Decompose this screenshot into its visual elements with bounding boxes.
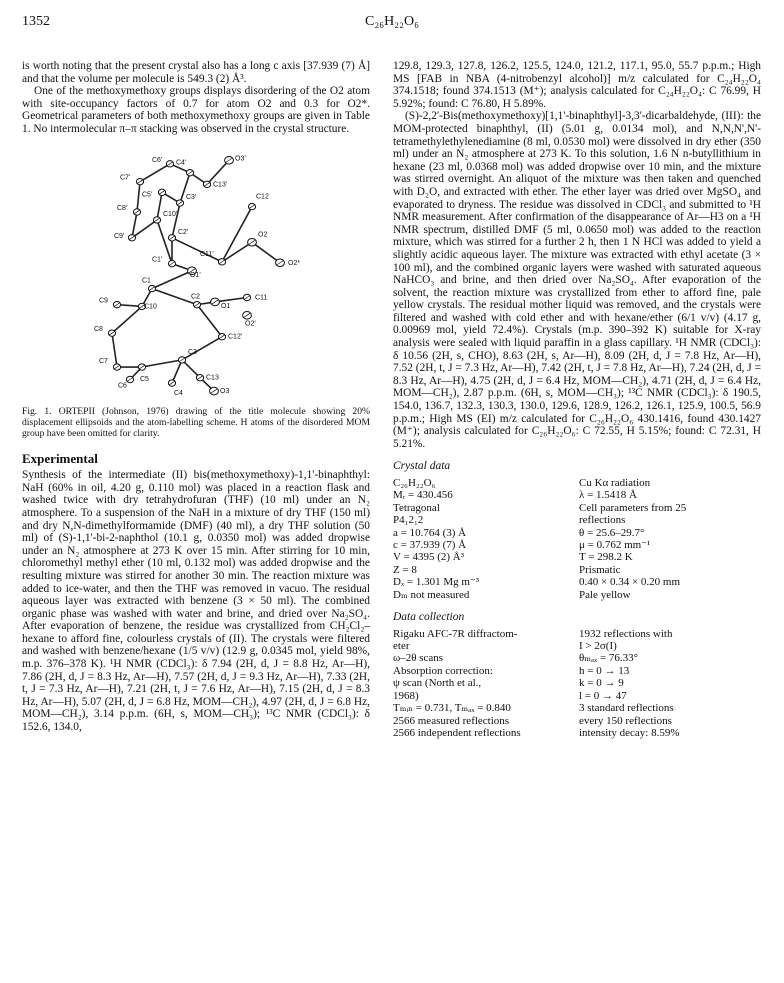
table-line: eter — [393, 640, 410, 653]
table-line: reflections — [579, 514, 626, 527]
data-collection-right — [579, 628, 761, 740]
continued-paragraph: 129.8, 129.3, 127.8, 126.2, 125.5, 124.0, 121.2, 117.1, 95.0, 55.7 p.p.m.; High MS [FAB in NBA (4-nitrobenzyl alcohol)] m/z calculated for C₂₄H₂₂O₄ 374.1518; found 374.1513 (M⁺); analysis calculated for C₂₄H₂₂O₄: C 76.99, H 5.92%; found: C 76.80, H 5.89%. — [393, 60, 761, 110]
bond-line — [197, 304, 222, 336]
table-line: Dₓ = 1.301 Mg m⁻³ — [393, 576, 480, 589]
bond-line — [132, 220, 157, 238]
atom-label: C12 — [256, 193, 269, 201]
table-line: Dₘ not measured — [393, 588, 470, 601]
table-line: Cell parameters from 25 — [579, 501, 687, 514]
ortep-figure — [22, 146, 370, 400]
table-line: T = 298.2 K — [579, 551, 633, 564]
crystal-data-heading: Crystal data — [393, 460, 451, 473]
crystal-data-left — [393, 477, 579, 601]
atom-label: C13 — [206, 374, 219, 382]
atom-label: O3 — [220, 387, 230, 395]
table-line: ψ scan (North et al., — [393, 677, 482, 690]
bond-line — [252, 242, 280, 262]
experimental-heading: Experimental — [22, 450, 98, 466]
table-line: Rigaku AFC-7R diffractom- — [393, 627, 518, 640]
bond-line — [137, 181, 140, 211]
bond-line — [152, 270, 192, 288]
atom-label: C7' — [120, 174, 131, 182]
table-line: Pale yellow — [579, 588, 631, 601]
atom-label: O3' — [235, 154, 246, 162]
bond-line — [140, 163, 170, 181]
bond-line — [112, 306, 142, 333]
experimental-text: Synthesis of the intermediate (II) bis(methoxymethoxy)-1,1'-binaphthyl: NaH (60% in oil, 4.20 g, 0.110 mol) was placed in a reaction flask and washed twice with dry tetrahydrofuran (THF) (10 ml) under an N₂ atmosphere. To a suspension of the NaH in a mixture of dry THF (150 ml) and dry N,N-dimethylformamide (DMF) (40 ml), a dry THF solution (50 ml) of (S)-1,1'-bi-2-naphthol (10.1 g, 0.0350 mol) was added dropwise under an N₂ atmosphere at 273 K over 15 min. After stirring for 10 min, chloromethyl methyl ether (10 ml, 0.132 mol) was added dropwise and the resulting mixture was stirred for another 30 min. The reaction mixture was added to ice-water, and then the THF was removed in vacuo. The residual aqueous layer was extracted with benzene (3 × 50 ml). The combined organic phase was washed with water and brine, and dried over Na₂SO₄. After evaporation of benzene, the residue was crystallized from CH₂Cl₂–hexane to afford fine, colourless crystals of (II). The crystals were filtered and washed with benzene/hexane (1/5 v/v) (12.9 g, 0.0345 mol, yield 98%, m.p. 376–378 K). ¹H NMR (CDCl₃): δ 7.94 (2H, d, J = 8.8 Hz, Ar—H), 7.86 (2H, d, J = 8.3 Hz, Ar—H), 7.57 (2H, d, J = 9.3 Hz, Ar—H), 7.33 (2H, t, J = 7.3 Hz, Ar—H), 7.21 (2H, t, J = 7.6 Hz, Ar—H), 7.15 (2H, d, J = 8.3 Hz, Ar—H), 5.07 (2H, d, J = 6.8 Hz, MOM—CH₂), 4.97 (2H, d, J = 6.8 Hz, MOM—CH₂), 3.14 p.p.m. (6H, s, MOM—CH₃); ¹³C NMR (CDCl₃): δ 152.6, 134.0, — [22, 469, 370, 734]
atom-label: O1' — [190, 271, 201, 279]
intro-paragraph-2: One of the methoxymethoxy groups displays disordering of the O2 atom with site-occupancy factors of 0.7 for atom O2 and 0.3 for O2*. Geometrical parameters of both methoxymethoxy groups are given in Table 1. No intermolecular π–π stacking was observed in the crystal structure. — [22, 85, 370, 135]
atom-label: C10' — [163, 210, 178, 218]
table-line: h = 0 → 13 — [579, 664, 630, 677]
atom-label: C7 — [99, 357, 108, 365]
atom-label: C6' — [152, 156, 163, 164]
table-line: a = 10.764 (3) Å — [393, 526, 467, 539]
table-line: μ = 0.762 mm⁻¹ — [579, 539, 651, 552]
atom-label: C5 — [140, 375, 149, 383]
table-line: Absorption correction: — [393, 664, 493, 677]
atom-label: C4' — [176, 159, 187, 167]
table-line: λ = 1.5418 Å — [579, 489, 637, 502]
atom-label: C8 — [94, 325, 103, 333]
table-line: θₘₐₓ = 76.33° — [579, 652, 639, 665]
atom-label: O1 — [221, 302, 231, 310]
table-line: V = 4395 (2) Å³ — [393, 551, 465, 564]
bond-line — [142, 359, 182, 366]
table-line: P4₁2₁2 — [393, 514, 424, 527]
table-line: 2566 measured reflections — [393, 714, 510, 727]
atom-label: C2 — [191, 293, 200, 301]
left-column — [22, 60, 370, 734]
bond-line — [222, 206, 252, 261]
table-line: 1932 reflections with — [579, 627, 673, 640]
figure-caption: Fig. 1. ORTEPII (Johnson, 1976) drawing of the title molecule showing 20% displacement ellipsoids and the atom-labelling scheme. H atoms of the disordered MOM group have been omitted for clarity. — [22, 405, 370, 439]
atom-label: C9 — [99, 297, 108, 305]
atom-label: C11' — [200, 250, 214, 258]
atom-label: C10 — [144, 302, 157, 310]
bond-line — [157, 192, 162, 220]
bond-line — [112, 333, 117, 367]
atom-label: C3' — [186, 193, 197, 201]
table-line: k = 0 → 9 — [579, 677, 624, 690]
table-line: Mᵣ = 430.456 — [393, 489, 453, 502]
atom-label: C5' — [142, 190, 153, 198]
table-line: Prismatic — [579, 563, 621, 576]
table-line: θ = 25.6–29.7° — [579, 526, 645, 539]
atom-label: C12' — [228, 333, 243, 341]
table-line: I > 2σ(I) — [579, 640, 617, 653]
atom-label: C6 — [118, 382, 127, 390]
molecule-drawing — [22, 146, 370, 400]
running-formula: C₂₆H₂₂O₆ — [365, 14, 419, 29]
data-collection-heading: Data collection — [393, 611, 465, 624]
table-line: intensity decay: 8.59% — [579, 726, 680, 739]
crystal-data-right — [579, 477, 761, 601]
data-collection-table — [393, 628, 761, 740]
atom-label: C11 — [255, 294, 268, 302]
table-line: Cu Kα radiation — [579, 477, 651, 489]
intro-paragraph-1: is worth noting that the present crystal also has a long c axis [37.939 (7) Å] and that the volume per molecule is 549.3 (2) Å³. — [22, 60, 370, 85]
data-collection-left — [393, 628, 579, 740]
table-line: 2566 independent reflections — [393, 726, 521, 739]
table-line: 3 standard reflections — [579, 702, 674, 715]
atom-label: C1 — [142, 277, 151, 285]
table-line: Z = 8 — [393, 563, 417, 576]
table-line: 0.40 × 0.34 × 0.20 mm — [579, 576, 681, 589]
atom-label: C13' — [213, 180, 228, 188]
table-line: Tₘᵢₙ = 0.731, Tₘₐₓ = 0.840 — [393, 702, 511, 715]
synthesis-paragraph: (S)-2,2'-Bis(methoxymethoxy)[1,1'-binaphthyl]-3,3'-dicarbaldehyde, (III): the MOM-protected binaphthyl, (II) (5.01 g, 0.0134 mol), and N,N,N',N'-tetramethylethylenediamine (8 ml, 0.0530 mol) were dissolved in dry ether (350 ml) under an N₂ atmosphere at 273 K. To this solution, 1.6 N n-butyllithium in hexane (23 ml, 0.0368 mol) was added dropwise over 10 min, and the mixture was stirred overnight. An aliquot of the mixture was then taken and quenched with D₂O, and extracted with ether. The ether layer was dried over MgSO₄ and evaporated to dryness. The residue was dissolved in CDCl₃ and submitted to ¹H NMR measurement. After confirmation of the disappearance of Ar—H3 on a ¹H NMR spectrum, distilled DMF (5 ml, 0.0650 mol) was added to the reaction mixture, which was stirred for a further 2 h, then 1 N HCl was added to yield a slightly acidic aqueous layer. The mixture was extracted with ethyl acetate (3 × 100 ml), and the combined organic layers were washed with saturated aqueous NaHCO₃ and brine, and then dried over Na₂SO₄. After evaporation of the solvent, the reaction mixture was crystallized from ether to afford fine, pale yellow crystals. The residual mother liquid was removed, and the crystals were filtered and washed with cold ether and with hexane/ether (6/1 v/v) (4.17 g, 0.00969 mol, yield 72.4%). Crystals (m.p. 390–392 K) suitable for X-ray analysis were sealed with liquid paraffin in a glass capillary. ¹H NMR (CDCl₃): δ 10.56 (2H, s, CHO), 8.63 (2H, s, Ar—H), 8.09 (2H, d, J = 7.8 Hz, Ar—H), 7.52 (2H, t, J = 7.3 Hz, Ar—H), 7.42 (2H, t, J = 7.8 Hz, Ar—H), 7.24 (2H, d, J = 8.3 Hz, Ar—H), 4.75 (2H, d, J = 6.4 Hz, MOM—CH₂), 4.71 (2H, d, J = 6.4 Hz, MOM—CH₂), 2.87 p.p.m. (6H, s, MOM—CH₃); ¹³C NMR (CDCl₃): δ 190.5, 154.0, 136.7, 132.3, 130.3, 130.0, 129.6, 128.9, 126.2, 126.1, 125.9, 100.5, 56.9 p.p.m.; High MS (EI) m/z calculated for C₂₆H₂₂O₆ 430.1416, found 430.1427 (M⁺); analysis calculated for C₂₆H₂₂O₆: C 72.55, H 5.15%; found: C 72.31, H 5.21%. — [393, 110, 761, 450]
atom-label: O2 — [258, 230, 268, 238]
page-header — [22, 14, 762, 34]
crystal-data-table — [393, 477, 761, 601]
page-number: 1352 — [22, 14, 50, 29]
table-line: ω–2θ scans — [393, 652, 444, 665]
atom-label: C8' — [117, 204, 128, 212]
atom-label: C2' — [178, 228, 189, 236]
table-line: Tetragonal — [393, 501, 440, 514]
atom-label: C9' — [114, 232, 125, 240]
table-line: C₂₆H₂₂O₆ — [393, 477, 436, 489]
table-line: c = 37.939 (7) Å — [393, 539, 467, 552]
table-line: l = 0 → 47 — [579, 689, 627, 702]
atom-label: O2* — [288, 259, 301, 267]
table-line: every 150 reflections — [579, 714, 672, 727]
bond-line — [172, 237, 222, 261]
atom-label: O2' — [245, 319, 256, 327]
right-column — [393, 60, 761, 739]
atom-label: C4 — [174, 389, 183, 397]
atom-label: C1' — [152, 256, 163, 264]
table-line: 1968) — [393, 689, 419, 702]
atom-label: C3 — [188, 348, 197, 356]
